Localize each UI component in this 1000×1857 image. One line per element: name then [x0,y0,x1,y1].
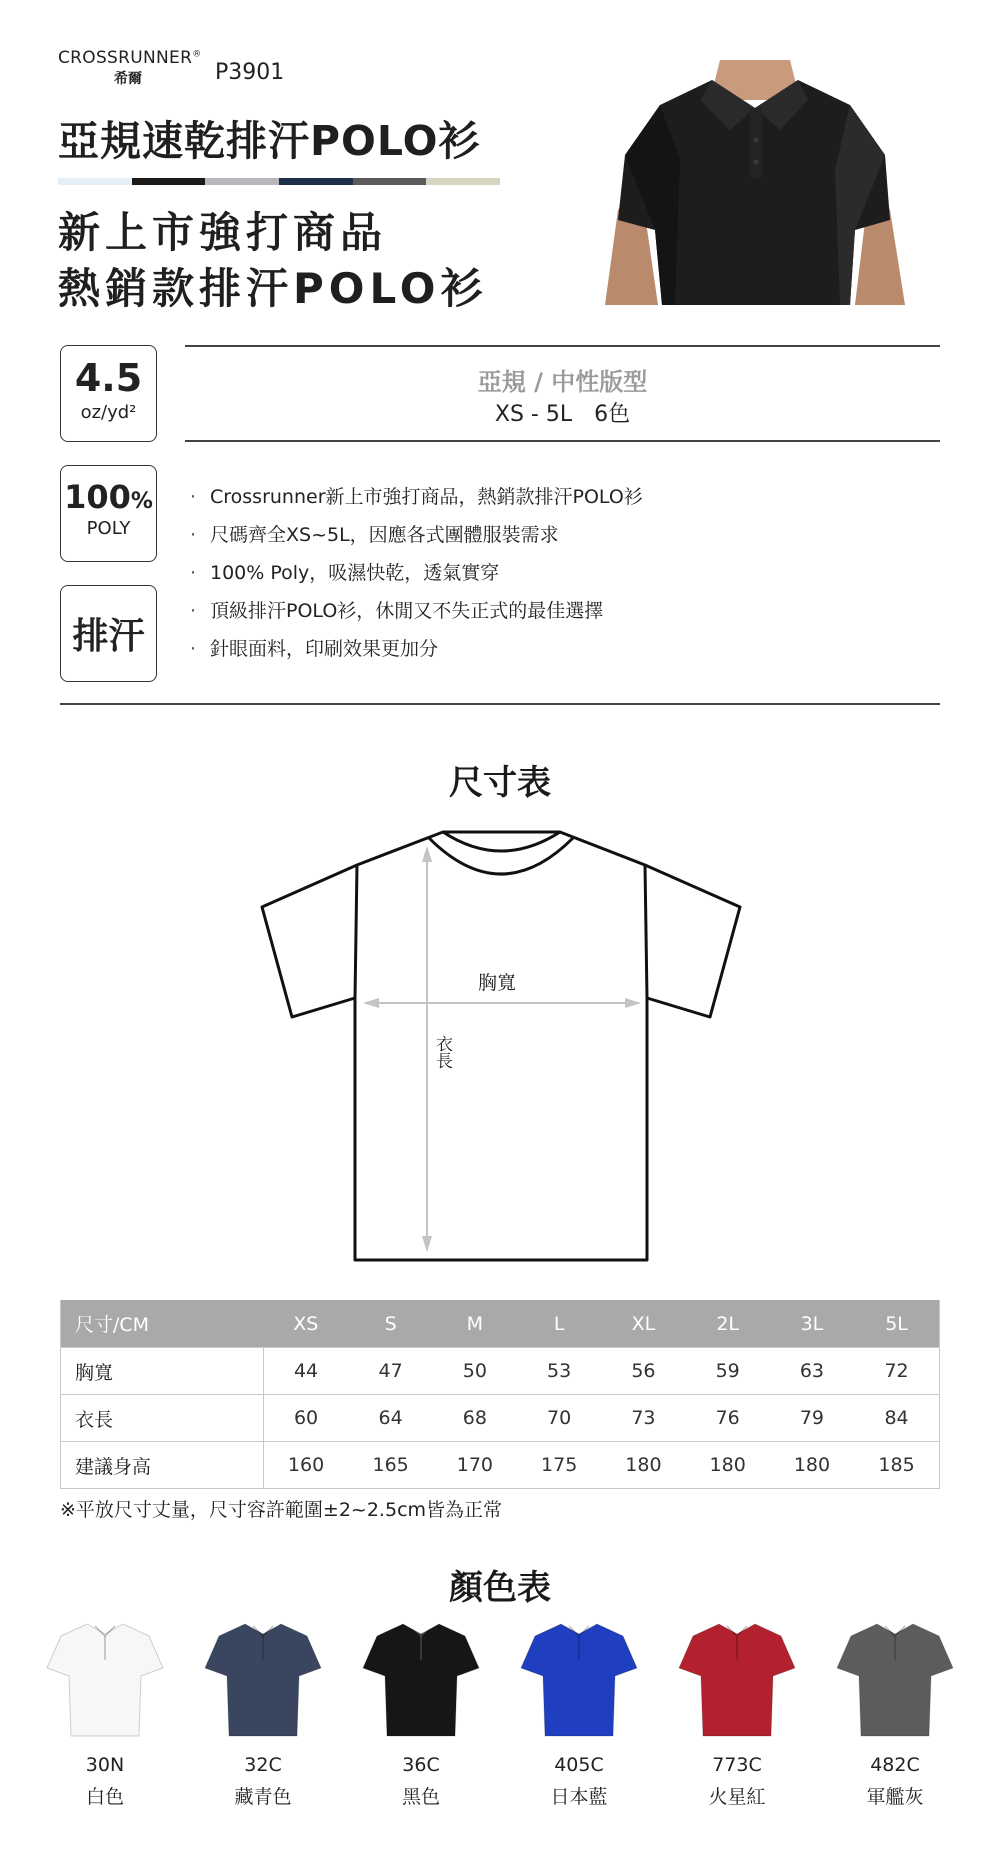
table-cell: 180 [686,1442,770,1489]
color-swatch [40,1620,170,1809]
divider [185,440,940,442]
table-cell: 50 [433,1348,517,1395]
divider [185,345,940,347]
color-code: 32C [244,1754,282,1776]
color-code: 36C [402,1754,440,1776]
material-badge [60,465,157,562]
color-swatch [830,1620,960,1809]
size-range: XS - 5L 6色 [494,402,631,427]
row-label: 建議身高 [61,1442,264,1489]
table-header-cell: L [517,1300,601,1348]
table-header-cell: 2L [686,1300,770,1348]
length-label: 衣長 [432,1035,452,1069]
polo-shirt-icon [45,1620,165,1738]
polo-shirt-icon [677,1620,797,1738]
table-cell: 73 [601,1395,685,1442]
feature-text: 尺碼齊全XS~5L，因應各式團體服裝需求 [210,524,559,546]
color-code: 482C [870,1754,920,1776]
table-cell: 47 [348,1348,432,1395]
tshirt-diagram [255,820,745,1270]
color-stripe [58,178,500,185]
registered-mark: ® [192,49,202,60]
color-name: 黑色 [401,1786,440,1808]
chest-label: 胸寬 [478,972,517,994]
list-item [190,482,643,520]
table-cell: 68 [433,1395,517,1442]
product-code: P3901 [215,60,285,85]
color-name: 藏青色 [234,1786,292,1808]
bullet: · [190,524,197,546]
feature-text: Crossrunner新上市強打商品，熱銷款排汗POLO衫 [210,486,643,508]
brand-logo [58,48,202,88]
bullet: · [190,562,197,584]
feature-text: 100% Poly，吸濕快乾，透氣實穿 [210,562,500,584]
divider [60,703,940,705]
tagline-1: 新上市強打商品 [58,208,388,257]
color-stripe-segment [353,178,427,185]
color-code: 773C [712,1754,762,1776]
table-row [61,1348,940,1395]
color-name: 日本藍 [550,1786,608,1808]
list-item [190,520,643,558]
table-cell: 180 [770,1442,854,1489]
fabric-weight-value: 4.5 [74,356,143,400]
table-cell: 165 [348,1442,432,1489]
table-cell: 175 [517,1442,601,1489]
fabric-weight-badge [60,345,157,442]
product-photo [600,60,910,305]
size-note: ※平放尺寸丈量，尺寸容許範圍±2~2.5cm皆為正常 [60,1499,503,1521]
table-header-cell: XS [263,1300,348,1348]
color-stripe-segment [426,178,500,185]
table-header-cell: M [433,1300,517,1348]
product-title: 亞規速乾排汗POLO衫 [58,117,481,165]
table-header-cell: XL [601,1300,685,1348]
color-swatch [514,1620,644,1809]
table-cell: 60 [263,1395,348,1442]
color-swatch [198,1620,328,1809]
row-label: 胸寬 [61,1348,264,1395]
table-cell: 70 [517,1395,601,1442]
feature-text: 頂級排汗POLO衫，休閒又不失正式的最佳選擇 [210,600,604,622]
color-stripe-segment [279,178,353,185]
material-percent-sign: % [130,489,153,514]
color-chart-title: 顏色表 [449,1568,551,1608]
list-item [190,634,643,672]
color-name: 軍艦灰 [866,1786,924,1808]
size-chart-title: 尺寸表 [449,763,551,803]
brand-name: CROSSRUNNER [58,48,193,68]
color-swatch [672,1620,802,1809]
polo-shirt-icon [835,1620,955,1738]
row-label: 衣長 [61,1395,264,1442]
feature-text: 針眼面料，印刷效果更加分 [210,638,439,660]
color-stripe-segment [132,178,206,185]
table-cell: 56 [601,1348,685,1395]
table-row [61,1442,940,1489]
bullet: · [190,600,197,622]
table-cell: 79 [770,1395,854,1442]
material-percent: 100 [64,478,131,516]
table-cell: 44 [263,1348,348,1395]
material-label: POLY [86,518,131,539]
table-header-cell: 5L [854,1300,939,1348]
table-cell: 185 [854,1442,939,1489]
color-stripe-segment [58,178,132,185]
color-code: 30N [85,1754,125,1776]
table-cell: 53 [517,1348,601,1395]
color-name: 白色 [85,1786,124,1808]
table-header-cell: 3L [770,1300,854,1348]
bullet: · [190,638,197,660]
table-cell: 72 [854,1348,939,1395]
tagline-2: 熱銷款排汗POLO衫 [58,264,488,313]
feature-list [190,482,643,672]
table-cell: 63 [770,1348,854,1395]
polo-shirt-icon [519,1620,639,1738]
table-row [61,1395,940,1442]
brand-name-cn: 希爾 [114,71,142,87]
list-item [190,596,643,634]
polo-shirt-icon [361,1620,481,1738]
color-swatch [356,1620,486,1809]
table-cell: 76 [686,1395,770,1442]
table-header-cell: 尺寸/CM [61,1300,264,1348]
table-cell: 59 [686,1348,770,1395]
color-name: 火星紅 [708,1786,766,1808]
size-table [60,1300,940,1489]
table-header [61,1300,940,1348]
table-cell: 84 [854,1395,939,1442]
feature-badge-label: 排汗 [72,616,145,657]
feature-badge [60,585,157,682]
color-swatches [40,1620,960,1809]
color-code: 405C [554,1754,604,1776]
table-cell: 170 [433,1442,517,1489]
table-cell: 180 [601,1442,685,1489]
fabric-weight-unit: oz/yd² [80,402,137,423]
bullet: · [190,486,197,508]
polo-shirt-icon [203,1620,323,1738]
table-header-cell: S [348,1300,432,1348]
list-item [190,558,643,596]
color-stripe-segment [205,178,279,185]
table-cell: 64 [348,1395,432,1442]
fit-type: 亞規 / 中性版型 [477,368,648,396]
table-cell: 160 [263,1442,348,1489]
tshirt-outline [262,832,740,1260]
